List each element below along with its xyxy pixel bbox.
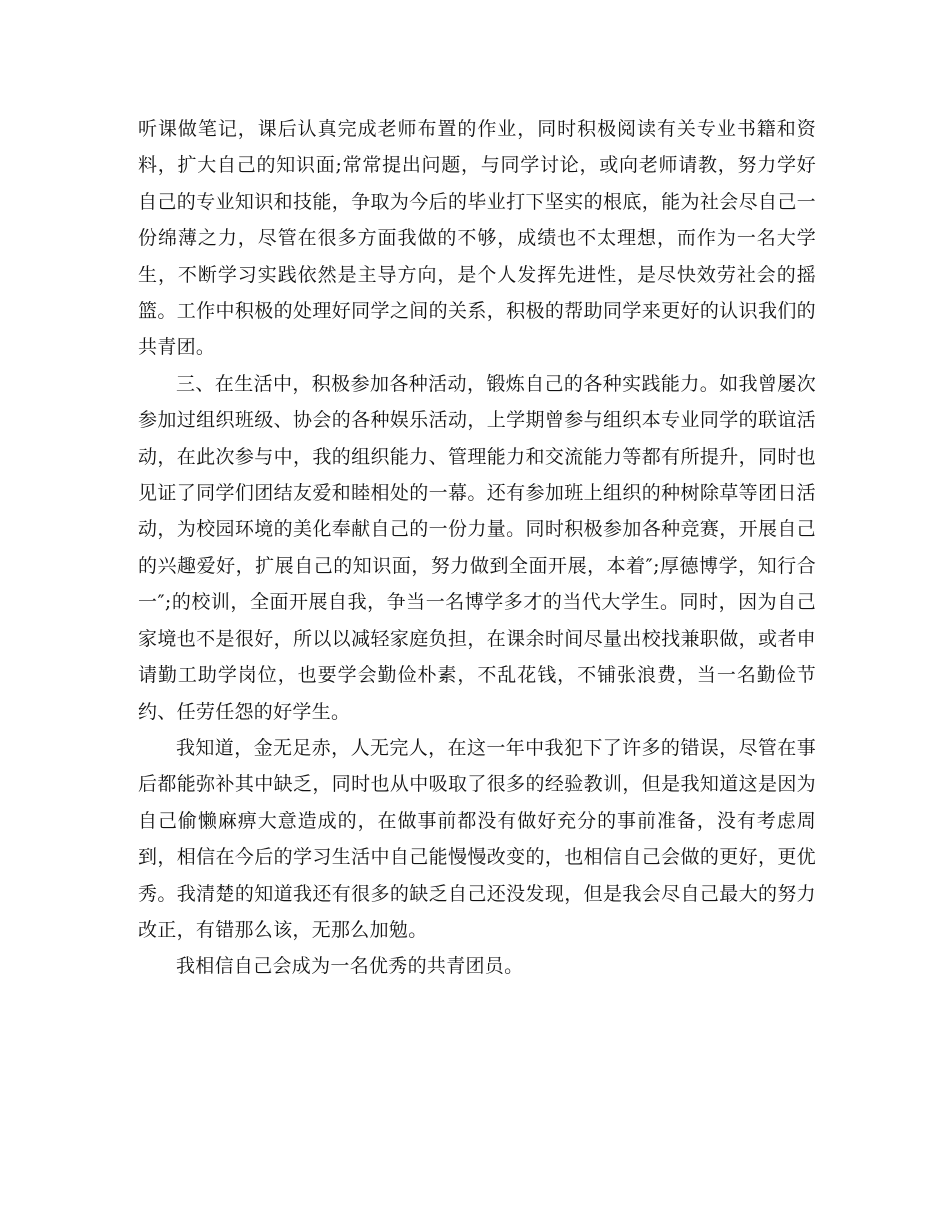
document-body <box>138 111 816 985</box>
paragraph-activities: 三、在生活中，积极参加各种活动，锻炼自己的各种实践能力。如我曾屡次参加过组织班级、协会的各种娱乐活动，上学期曾参与组织本专业同学的联谊活动，在此次参与中，我的组织能力、管理能力和交流能力等都有所提升，同时也见证了同学们团结友爱和睦相处的一幕。还有参加班上组织的种树除草等团日活动，为校园环境的美化奉献自己的一份力量。同时积极参加各种竞赛，开展自己的兴趣爱好，扩展自己的知识面，努力做到全面开展，本着″;厚德博学，知行合一″;的校训，全面开展自我，争当一名博学多才的当代大学生。同时，因为自己家境也不是很好，所以以减轻家庭负担，在课余时间尽量出校找兼职做，或者申请勤工助学岗位，也要学会勤俭朴素，不乱花钱，不铺张浪费，当一名勤俭节约、任劳任怨的好学生。 <box>138 372 816 723</box>
paragraph-conclusion: 我相信自己会成为一名优秀的共青团员。 <box>176 955 524 978</box>
paragraph-reflection: 我知道，金无足赤，人无完人，在这一年中我犯下了许多的错误，尽管在事后都能弥补其中缺乏，同时也从中吸取了很多的经验教训，但是我知道这是因为自己偷懒麻痹大意造成的，在做事前都没有做好充分的事前准备，没有考虑周到，相信在今后的学习生活中自己能慢慢改变的，也相信自己会做的更好，更优秀。我清楚的知道我还有很多的缺乏自己还没发现，但是我会尽自己最大的努力改正，有错那么该，无那么加勉。 <box>138 736 816 941</box>
paragraph-study: 听课做笔记，课后认真完成老师布置的作业，同时积极阅读有关专业书籍和资料，扩大自己的知识面;常常提出问题，与同学讨论，或向老师请教，努力学好自己的专业知识和技能，争取为今后的毕业打下坚实的根底，能为社会尽自己一份绵薄之力，尽管在很多方面我做的不够，成绩也不太理想，而作为一名大学生，不断学习实践依然是主导方向，是个人发挥先进性，是尽快效劳社会的摇篮。工作中积极的处理好同学之间的关系，积极的帮助同学来更好的认识我们的共青团。 <box>138 118 816 359</box>
